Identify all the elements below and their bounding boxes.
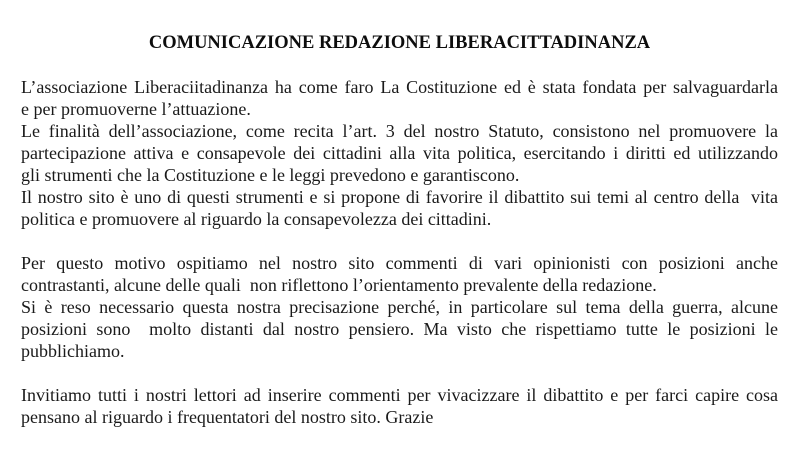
text-line: e per promuoverne l’attuazione. [21, 99, 251, 119]
text-line: Il nostro sito è uno di questi strumenti e si propone di favorire il dibattito sui temi al centro della vita [21, 187, 778, 207]
text-line: Le finalità dell’associazione, come recita l’art. 3 del nostro Statuto, consistono nel promuovere la [21, 121, 778, 141]
text-line: Si è reso necessario questa nostra precisazione perché, in particolare sul tema della guerra, alcune [21, 297, 778, 317]
text-line: L’associazione Liberaciitadinanza ha come faro La Costituzione ed è stata fondata per salvaguardarla [21, 77, 778, 97]
text-line: gli strumenti che la Costituzione e le leggi prevedono e garantiscono. [21, 165, 520, 185]
text-line: pensano al riguardo i frequentatori del nostro sito. Grazie [21, 407, 434, 427]
text-line: Per questo motivo ospitiamo nel nostro sito commenti di vari opinionisti con posizioni anche [21, 253, 778, 273]
text-line: partecipazione attiva e consapevole dei cittadini alla vita politica, esercitando i diritti ed utilizzando [21, 143, 778, 163]
text-line: posizioni sono molto distanti dal nostro pensiero. Ma visto che rispettiamo tutte le posizioni le [21, 319, 778, 339]
text-line: Invitiamo tutti i nostri lettori ad inserire commenti per vivacizzare il dibattito e per farci capire cosa [21, 385, 778, 405]
title-spacer [21, 54, 778, 76]
paragraph-spacer [21, 230, 778, 252]
document-body [21, 76, 778, 428]
text-line: contrastanti, alcune delle quali non riflettono l’orientamento prevalente della redazione. [21, 275, 657, 295]
text-line: pubblichiamo. [21, 341, 125, 361]
paragraph-spacer [21, 362, 778, 384]
document-title: COMUNICAZIONE REDAZIONE LIBERACITTADINANZA [148, 33, 651, 53]
text-line: politica e promuovere al riguardo la consapevolezza dei cittadini. [21, 209, 492, 229]
